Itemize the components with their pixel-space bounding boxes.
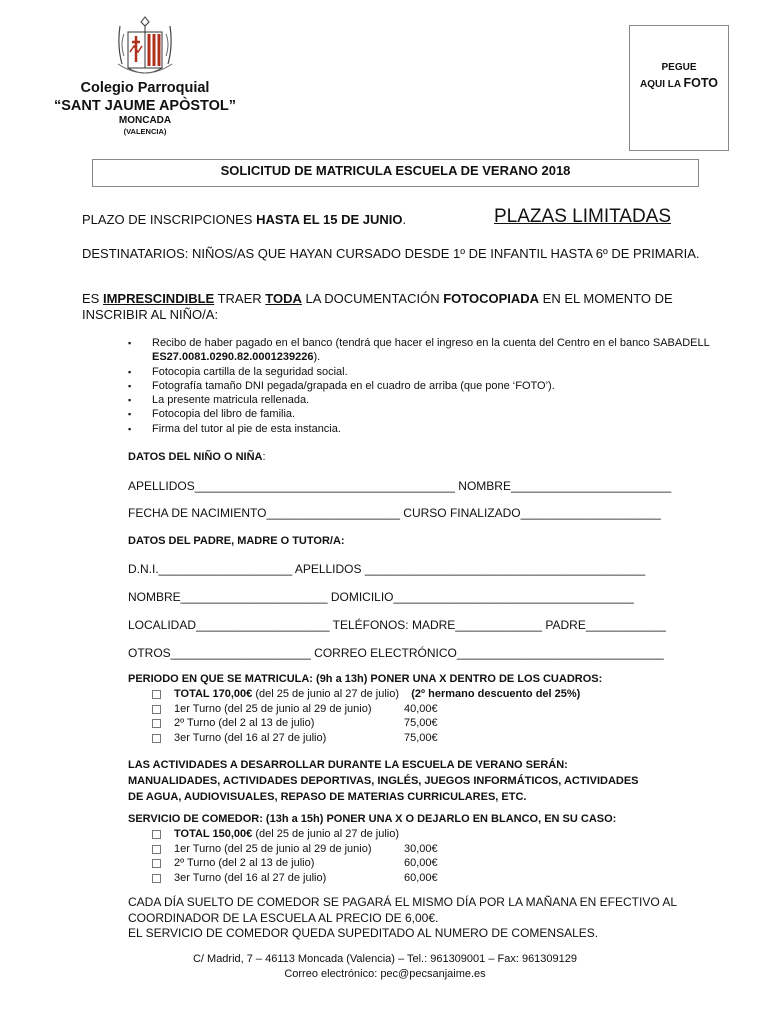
periodo-heading: PERIODO EN QUE SE MATRICULA: (9h a 13h) PONER UNA X DENTRO DE LOS CUADROS: xyxy=(128,673,603,685)
list-item: ▪ Firma del tutor al pie de esta instancia. xyxy=(128,422,728,436)
checkbox[interactable] xyxy=(152,830,161,839)
comedor-option-turno3[interactable]: 3er Turno (del 16 al 27 de julio) 60,00€ xyxy=(152,871,712,886)
comedor-option-turno1[interactable]: 1er Turno (del 25 de junio al 29 de junio) 30,00€ xyxy=(152,842,712,857)
photo-box[interactable] xyxy=(629,25,729,151)
school-province: (VALENCIA) xyxy=(123,127,167,136)
datos-nino-heading: DATOS DEL NIÑO O NIÑA: xyxy=(128,451,266,463)
checkbox[interactable] xyxy=(152,874,161,883)
list-item: ▪ La presente matricula rellenada. xyxy=(128,393,728,407)
comedor-option-total[interactable]: TOTAL 150,00€ (del 25 de junio al 27 de julio) xyxy=(152,827,712,842)
documentacion-intro: ES IMPRESCINDIBLE TRAER TODA LA DOCUMENTACIÓN FOTOCOPIADA EN EL MOMENTO DE INSCRIBIR AL NIÑO/A: xyxy=(82,291,673,322)
school-line2: “SANT JAUME APÒSTOL” xyxy=(53,98,237,114)
comedor-option-turno2[interactable]: 2º Turno (del 2 al 13 de julio) 60,00€ xyxy=(152,856,712,871)
list-item: ▪ Fotocopia cartilla de la seguridad social. xyxy=(128,365,728,379)
periodo-option-turno2[interactable]: 2º Turno (del 2 al 13 de julio) 75,00€ xyxy=(152,716,712,731)
field-nacimiento-curso[interactable]: FECHA DE NACIMIENTO____________________ CURSO FINALIZADO_____________________ xyxy=(128,506,661,520)
checkbox[interactable] xyxy=(152,845,161,854)
school-line1: Colegio Parroquial xyxy=(80,80,210,96)
comedor-options xyxy=(152,827,712,885)
checkbox[interactable] xyxy=(152,734,161,743)
periodo-option-total[interactable]: TOTAL 170,00€ (del 25 de junio al 27 de julio) (2º hermano descuento del 25%) xyxy=(152,687,712,702)
nota-comedor: CADA DÍA SUELTO DE COMEDOR SE PAGARÁ EL MISMO DÍA POR LA MAÑANA EN EFECTIVO AL COORDINADOR DE LA ESCUELA AL PRECIO DE 6,00€. EL SERVICIO DE COMEDOR QUEDA SUPEDITADO AL NUMERO DE COMENSALES. xyxy=(128,895,678,940)
field-nombre-domicilio[interactable]: NOMBRE______________________ DOMICILIO____________________________________ xyxy=(128,590,634,604)
photo-label-2: AQUI LA FOTO xyxy=(639,76,718,90)
field-apellidos-nombre[interactable]: APELLIDOS_______________________________________ NOMBRE________________________ xyxy=(128,479,672,493)
destinatarios: DESTINATARIOS: NIÑOS/AS QUE HAYAN CURSADO DESDE 1º DE INFANTIL HASTA 6º DE PRIMARIA. xyxy=(82,246,700,261)
school-name-block xyxy=(40,79,250,137)
school-town: MONCADA xyxy=(118,115,172,126)
plazo-line: PLAZO DE INSCRIPCIONES HASTA EL 15 DE JUNIO. xyxy=(82,212,407,227)
field-localidad-telefonos[interactable]: LOCALIDAD____________________ TELÉFONOS: MADRE_____________ PADRE____________ xyxy=(128,618,666,632)
document-title: SOLICITUD DE MATRICULA ESCUELA DE VERANO 2018 xyxy=(92,159,699,187)
actividades: LAS ACTIVIDADES A DESARROLLAR DURANTE LA ESCUELA DE VERANO SERÁN: MANUALIDADES, ACTIVIDADES DEPORTIVAS, INGLÉS, JUEGOS INFORMÁTICOS, ACTIVIDADES DE AGUA, AUDIOVISUALES, REPASO DE MATERIAS CURRICULARES, ETC. xyxy=(128,759,639,803)
comedor-heading: SERVICIO DE COMEDOR: (13h a 15h) PONER UNA X O DEJARLO EN BLANCO, EN SU CASO: xyxy=(128,813,617,825)
checkbox[interactable] xyxy=(152,705,161,714)
periodo-option-turno1[interactable]: 1er Turno (del 25 de junio al 29 de junio) 40,00€ xyxy=(152,702,712,717)
field-dni-apellidos[interactable]: D.N.I.____________________ APELLIDOS __________________________________________ xyxy=(128,562,646,576)
plazas-limitadas: PLAZAS LIMITADAS xyxy=(494,206,672,227)
photo-label-1: PEGUE xyxy=(661,62,697,73)
school-crest-icon xyxy=(116,16,174,78)
footer-address: C/ Madrid, 7 – 46113 Moncada (Valencia) – Tel.: 961309001 – Fax: 961309129 Correo electrónico: pec@pecsanjaime.es xyxy=(192,953,578,980)
list-item: ▪ Fotografía tamaño DNI pegada/grapada en el cuadro de arriba (que pone ‘FOTO’). xyxy=(128,379,728,393)
required-documents-list xyxy=(128,336,728,436)
list-item: ▪ Recibo de haber pagado en el banco (tendrá que hacer el ingreso en la cuenta del Centro en el banco SABADELL ES27.0081.0290.82.0001239226). xyxy=(128,336,728,365)
periodo-options xyxy=(152,687,712,745)
checkbox[interactable] xyxy=(152,719,161,728)
list-item: ▪ Fotocopia del libro de familia. xyxy=(128,407,728,421)
checkbox[interactable] xyxy=(152,859,161,868)
checkbox[interactable] xyxy=(152,690,161,699)
field-otros-correo[interactable]: OTROS_____________________ CORREO ELECTRÓNICO_______________________________ xyxy=(128,646,664,660)
datos-padre-heading: DATOS DEL PADRE, MADRE O TUTOR/A: xyxy=(128,535,345,547)
periodo-option-turno3[interactable]: 3er Turno (del 16 al 27 de julio) 75,00€ xyxy=(152,731,712,746)
